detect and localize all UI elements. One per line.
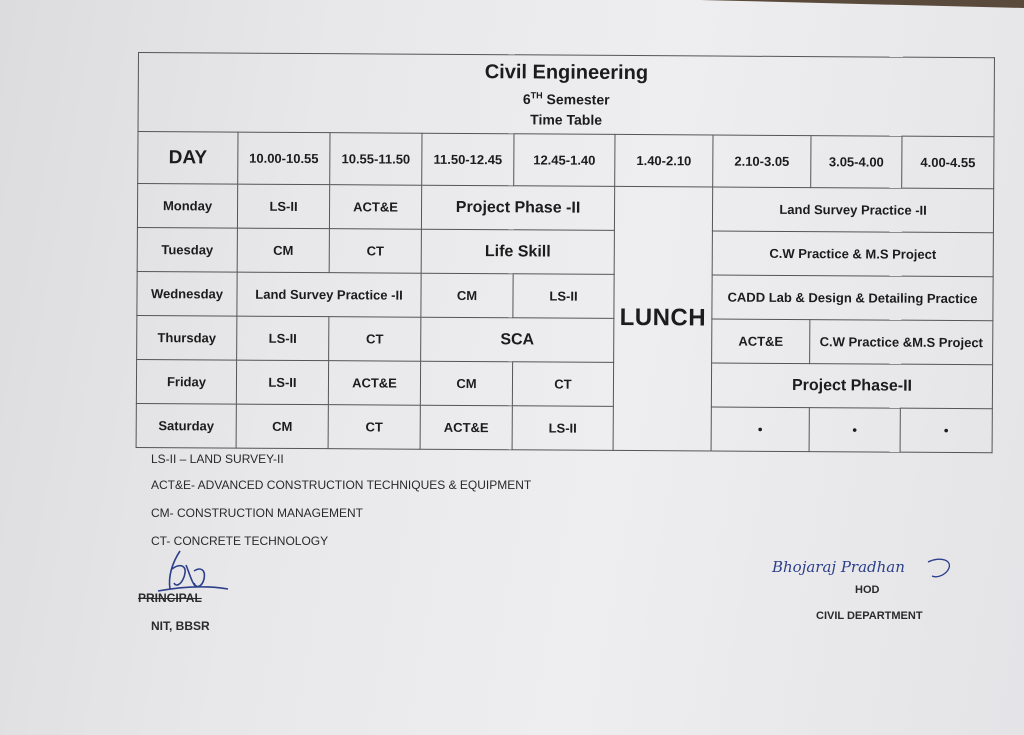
table-cell: LS-II: [512, 406, 613, 451]
slot-header: 10.00-10.55: [238, 132, 330, 185]
table-cell: Land Survey Practice -II: [237, 272, 421, 317]
hod-signature-text: Bhojaraj Pradhan: [772, 558, 905, 576]
slot-header: 12.45-1.40: [514, 134, 615, 187]
table-cell: CT: [329, 317, 421, 362]
table-cell: CM: [236, 404, 328, 449]
table-cell: LS-II: [236, 360, 328, 405]
table-cell: Land Survey Practice -II: [712, 187, 993, 233]
table-cell: •: [900, 408, 992, 453]
semester-label: 6TH Semester: [522, 90, 610, 108]
day-cell: Wednesday: [137, 271, 237, 316]
timetable: [136, 52, 994, 451]
page-title: Civil Engineering: [484, 60, 649, 84]
table-cell: CT: [512, 362, 613, 407]
day-cell: Friday: [136, 359, 236, 404]
table-cell: CT: [328, 405, 420, 450]
principal-label: PRINCIPAL: [138, 591, 202, 605]
table-cell: C.W Practice &M.S Project: [810, 320, 993, 365]
table-cell: ACT&E: [329, 185, 421, 230]
day-cell: Thursday: [137, 315, 237, 360]
slot-header: 2.10-3.05: [713, 135, 811, 188]
slot-header: 1.40-2.10: [615, 134, 713, 187]
slot-header: 11.50-12.45: [422, 133, 514, 186]
day-cell: Saturday: [136, 403, 236, 448]
table-cell: ACT&E: [328, 361, 420, 406]
table-cell: LS-II: [237, 316, 329, 361]
legend-item: LS-II – LAND SURVEY-II: [151, 452, 284, 466]
slot-header: 4.00-4.55: [902, 136, 994, 189]
lunch-cell: LUNCH: [613, 186, 713, 451]
institute-label: NIT, BBSR: [151, 619, 210, 633]
table-cell: CM: [421, 273, 513, 318]
table-cell: CADD Lab & Design & Detailing Practice: [712, 275, 993, 321]
hod-label: HOD: [855, 584, 880, 596]
table-cell: CT: [329, 229, 421, 274]
day-cell: Tuesday: [137, 227, 237, 272]
table-cell: LS-II: [237, 184, 329, 229]
timetable-header: [138, 53, 995, 137]
legend-item: CM- CONSTRUCTION MANAGEMENT: [151, 506, 363, 520]
table-cell: CM: [420, 361, 512, 406]
hod-signature: [768, 548, 958, 584]
slot-header: 3.05-4.00: [811, 136, 902, 189]
legend-item: CT- CONCRETE TECHNOLOGY: [151, 534, 329, 548]
table-cell: ACT&E: [712, 319, 810, 364]
legend-item: ACT&E- ADVANCED CONSTRUCTION TECHNIQUES & EQUIPMENT: [151, 478, 532, 492]
table-cell: ACT&E: [420, 405, 512, 450]
table-cell: C.W Practice & M.S Project: [712, 231, 993, 277]
table-cell: LS-II: [513, 274, 614, 319]
day-cell: Monday: [137, 184, 237, 229]
subtitle: Time Table: [530, 111, 603, 129]
table-cell: •: [711, 407, 809, 452]
table-cell: Project Phase-II: [711, 363, 992, 409]
day-column-header: DAY: [138, 132, 238, 185]
table-cell: Project Phase -II: [421, 185, 614, 230]
table-cell: •: [809, 408, 900, 453]
department-label: CIVIL DEPARTMENT: [816, 610, 923, 622]
table-cell: SCA: [421, 317, 614, 362]
table-cell: CM: [237, 228, 329, 273]
slot-header: 10.55-11.50: [330, 133, 422, 186]
table-cell: Life Skill: [421, 229, 614, 274]
